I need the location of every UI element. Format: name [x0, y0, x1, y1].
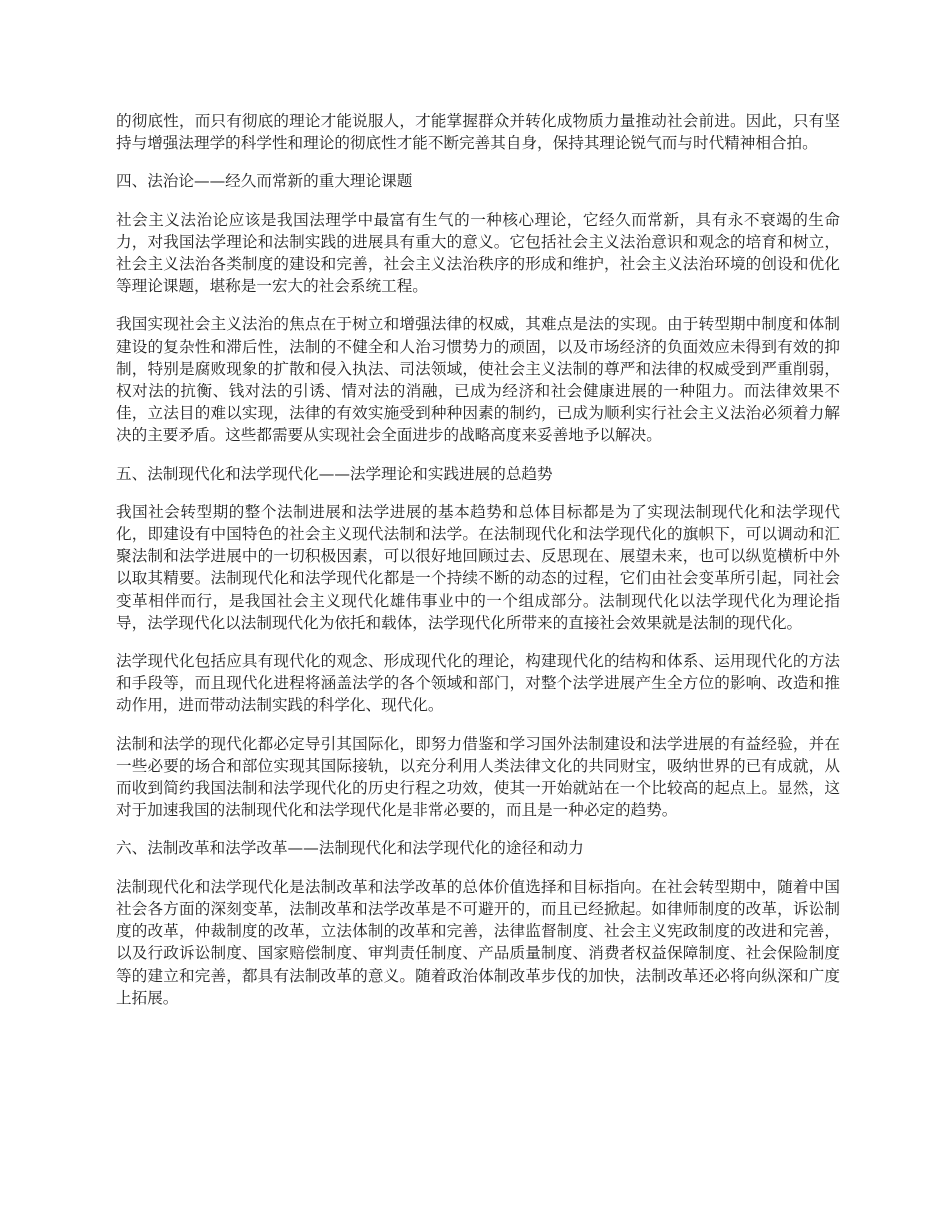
paragraph: 法学现代化包括应具有现代化的观念、形成现代化的理论，构建现代化的结构和体系、运用现代化的方法和手段等，而且现代化进程将涵盖法学的各个领域和部门，对整个法学进展产生全方位的影响、改造和推动作用，进而带动法制实践的科学化、现代化。 — [116, 652, 840, 715]
paragraph: 我国社会转型期的整个法制进展和法学进展的基本趋势和总体目标都是为了实现法制现代化和法学现代化，即建设有中国特色的社会主义现代法制和法学。在法制现代化和法学现代化的旗帜下，可以调动和汇聚法制和法学进展中的一切积极因素，可以很好地回顾过去、反思现在、展望未来，也可以纵览横析中外以取其精要。法制现代化和法学现代化都是一个持续不断的动态的过程，它们由社会变革所引起，同社会变革相伴而行，是我国社会主义现代化雄伟事业中的一个组成部分。法制现代化以法学现代化为理论指导，法学现代化以法制现代化为依托和载体，法学现代化所带来的直接社会效果就是法制的现代化。 — [116, 502, 840, 632]
paragraph: 法制现代化和法学现代化是法制改革和法学改革的总体价值选择和目标指向。在社会转型期中，随着中国社会各方面的深刻变革，法制改革和法学改革是不可避开的，而且已经掀起。如律师制度的改革，诉讼制度的改革，仲裁制度的改革，立法体制的改革和完善，法律监督制度、社会主义宪政制度的改进和完善，以及行政诉讼制度、国家赔偿制度、审判责任制度、产品质量制度、消费者权益保障制度、社会保险制度等的建立和完善，都具有法制改革的意义。随着政治体制改革步伐的加快，法制改革还必将向纵深和广度上拓展。 — [116, 877, 840, 1007]
paragraph: 社会主义法治论应该是我国法理学中最富有生气的一种核心理论，它经久而常新，具有永不衰竭的生命力，对我国法学理论和法制实践的进展具有重大的意义。它包括社会主义法治意识和观念的培育和树立，社会主义法治各类制度的建设和完善，社会主义法治秩序的形成和维护，社会主义法治环境的创设和优化等理论课题，堪称是一宏大的社会系统工程。 — [116, 210, 840, 296]
section-heading-4: 四、法治论——经久而常新的重大理论课题 — [116, 172, 413, 191]
paragraph: 我国实现社会主义法治的焦点在于树立和增强法律的权威，其难点是法的实现。由于转型期中制度和体制建设的复杂性和滞后性，法制的不健全和人治习惯势力的顽固，以及市场经济的负面效应未得到有效的抑制，特别是腐败现象的扩散和侵入执法、司法领域，使社会主义法制的尊严和法律的权威受到严重削弱，权对法的抗衡、钱对法的引诱、情对法的消融，已成为经济和社会健康进展的一种阻力。而法律效果不佳，立法目的难以实现，法律的有效实施受到种种因素的制约，已成为顺利实行社会主义法治必须着力解决的主要矛盾。这些都需要从实现社会全面进步的战略高度来妥善地予以解决。 — [116, 315, 840, 445]
paragraph: 法制和法学的现代化都必定导引其国际化，即努力借鉴和学习国外法制建设和法学进展的有益经验，并在一些必要的场合和部位实现其国际接轨，以充分利用人类法律文化的共同财宝，吸纳世界的已有成就，从而收到简约我国法制和法学现代化的历史行程之功效，使其一开始就站在一个比较高的起点上。显然，这对于加速我国的法制现代化和法学现代化是非常必要的，而且是一种必定的趋势。 — [116, 734, 840, 820]
section-heading-5: 五、法制现代化和法学现代化——法学理论和实践进展的总趋势 — [116, 464, 553, 483]
section-heading-6: 六、法制改革和法学改革——法制现代化和法学现代化的途径和动力 — [116, 839, 584, 858]
paragraph-continuation: 的彻底性，而只有彻底的理论才能说服人，才能掌握群众并转化成物质力量推动社会前进。因此，只有坚持与增强法理学的科学性和理论的彻底性才能不断完善其自身，保持其理论锐气而与时代精神相合拍。 — [116, 112, 840, 153]
